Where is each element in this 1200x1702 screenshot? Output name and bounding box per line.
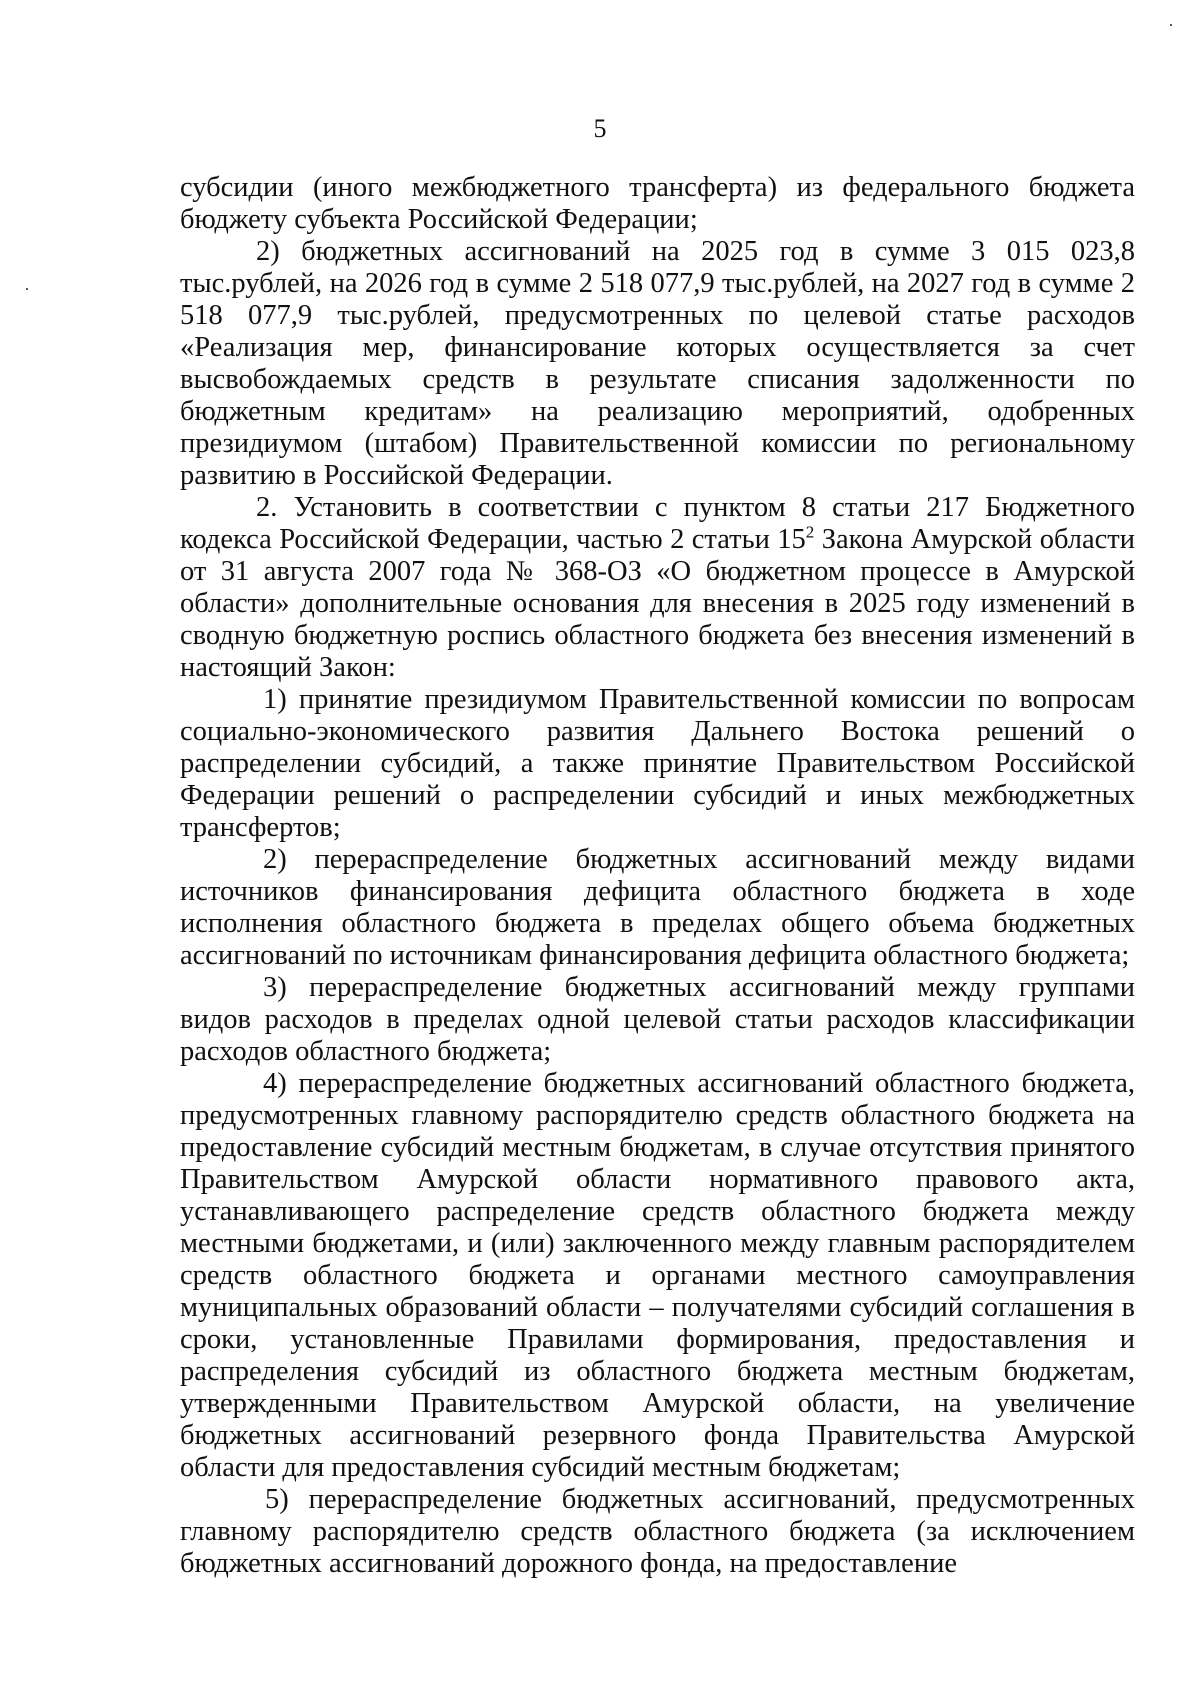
paragraph-item-2-allocations: 2) бюджетных ассигнований на 2025 год в сумме 3 015 023,8 тыс.рублей, на 2026 год в сумме 2 518 077,9 тыс.рублей, на 2027 год в сумме 2 518 077,9 тыс.рублей, предусмотренных по целевой статье расходов «Реализация мер, финансирование которых осуществляется за счет высвобождаемых средств в результате списания задолженности по бюджетным кредитам» на реализацию мероприятий, одобренных президиумом (штабом) Правительственной комиссии по региональному развитию в Российской Федерации. [180, 236, 1135, 491]
paragraph-item-5: 5) перераспределение бюджетных ассигнований, предусмотренных главному распорядителю средств областного бюджета (за исключением бюджетных ассигнований дорожного фонда, на предоставление [180, 1484, 1135, 1579]
article-superscript: 2 [805, 522, 815, 542]
paragraph-item-3: 3) перераспределение бюджетных ассигнований между группами видов расходов в пределах одной целевой статьи расходов классификации расходов областного бюджета; [180, 972, 1135, 1067]
section-2-text-start: 2. Установить в соответствии с пунктом 8 статьи 217 Бюджетного кодекса Российской Федерации, частью 2 статьи 15 [180, 492, 1135, 555]
document-body [180, 172, 1135, 1580]
scan-speck [1170, 24, 1172, 26]
page-number: 5 [593, 114, 607, 143]
section-2-text-end: Закона Амурской области от 31 августа 2007 года № 368-ОЗ «О бюджетном процессе в Амурской области» дополнительные основания для внесения в 2025 году изменений в сводную бюджетную роспись областного бюджета без внесения изменений в настоящий Закон: [180, 524, 1135, 683]
paragraph-section-2 [180, 492, 1135, 684]
paragraph-continuation: субсидии (иного межбюджетного трансферта) из федерального бюджета бюджету субъекта Российской Федерации; [180, 172, 1135, 235]
scan-speck [26, 288, 28, 290]
paragraph-item-2: 2) перераспределение бюджетных ассигнований между видами источников финансирования дефицита областного бюджета в ходе исполнения областного бюджета в пределах общего объема бюджетных ассигнований по источникам финансирования дефицита областного бюджета; [180, 844, 1135, 971]
paragraph-item-4: 4) перераспределение бюджетных ассигнований областного бюджета, предусмотренных главному распорядителю средств областного бюджета на предоставление субсидий местным бюджетам, в случае отсутствия принятого Правительством Амурской области нормативного правового акта, устанавливающего распределение средств областного бюджета между местными бюджетами, и (или) заключенного между главным распорядителем средств областного бюджета и органами местного самоуправления муниципальных образований области – получателями субсидий соглашения в сроки, установленные Правилами формирования, предоставления и распределения субсидий из областного бюджета местным бюджетам, утвержденными Правительством Амурской области, на увеличение бюджетных ассигнований резервного фонда Правительства Амурской области для предоставления субсидий местным бюджетам; [180, 1068, 1135, 1483]
paragraph-item-1: 1) принятие президиумом Правительственной комиссии по вопросам социально-экономического развития Дальнего Востока решений о распределении субсидий, а также принятие Правительством Российской Федерации решений о распределении субсидий и иных межбюджетных трансфертов; [180, 684, 1135, 843]
